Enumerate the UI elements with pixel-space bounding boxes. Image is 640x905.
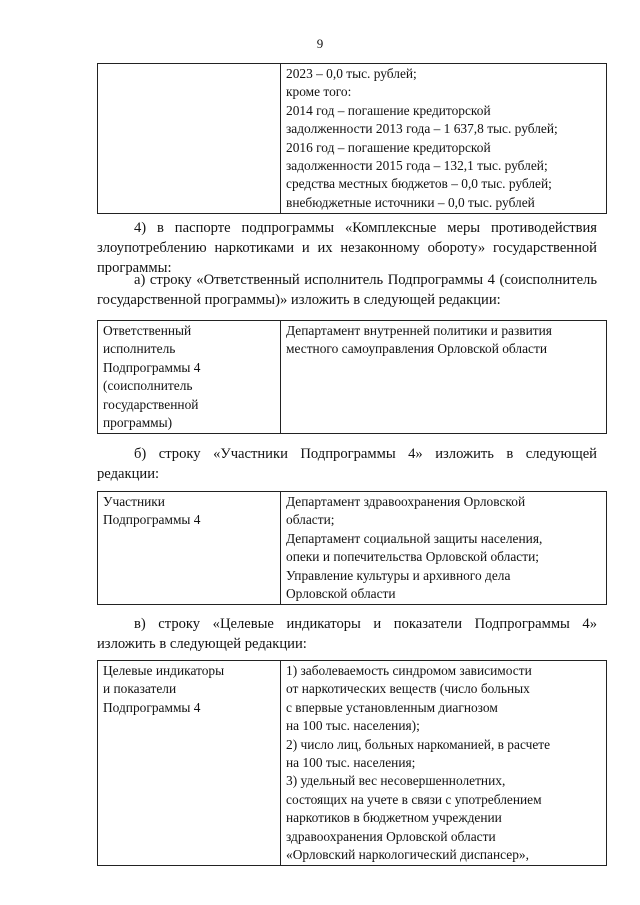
participants-table (97, 491, 607, 605)
paragraph-line: государственной программы)» изложить в следующей редакции: (97, 292, 501, 309)
cell-line: Департамент социальной защиты населения, (286, 530, 543, 546)
cell-line: Орловской области (286, 586, 396, 602)
cell-line: на 100 тыс. населения; (286, 755, 416, 771)
cell-line: 3) удельный вес несовершеннолетних, (286, 773, 506, 789)
cell-line: 2) число лиц, больных наркоманией, в расчете (286, 736, 551, 752)
cell-line: состоящих на учете в связи с употреблением (286, 791, 542, 807)
responsible-executor-value-cell (281, 321, 607, 434)
cell-line: наркотиков в бюджетном учреждении (286, 810, 502, 826)
cell-line: Департамент здравоохранения Орловской (286, 494, 526, 509)
cell-line: с впервые установленным диагнозом (286, 699, 498, 715)
paragraph-line: программы: (97, 260, 172, 277)
cell-line: Управление культуры и архивного дела (286, 567, 511, 583)
cell-line: государственной (103, 396, 199, 412)
cell-line: и показатели (103, 681, 177, 697)
paragraph-v (97, 614, 597, 654)
funding-line: средства местных бюджетов – 0,0 тыс. рублей; (286, 176, 552, 192)
cell-line: Подпрограммы 4 (103, 699, 201, 715)
responsible-executor-table (97, 320, 607, 434)
funding-table-right-cell (281, 64, 607, 214)
participants-label-cell (98, 492, 281, 605)
paragraph-line: 4) в паспорте подпрограммы «Комплексные меры противодействия (134, 220, 597, 236)
paragraph-a (97, 270, 597, 310)
cell-line: области; (286, 512, 335, 528)
responsible-executor-label-cell (98, 321, 281, 434)
funding-line: 2023 – 0,0 тыс. рублей; (286, 66, 417, 81)
funding-line: внебюджетные источники – 0,0 тыс. рублей (286, 194, 535, 210)
paragraph-line: б) строку «Участники Подпрограммы 4» изложить в следующей (134, 446, 597, 462)
cell-line: на 100 тыс. населения); (286, 718, 420, 734)
paragraph-line: изложить в следующей редакции: (97, 636, 307, 653)
cell-line: 1) заболеваемость синдромом зависимости (286, 663, 532, 678)
cell-line: Подпрограммы 4 (103, 512, 201, 528)
funding-line: кроме того: (286, 84, 352, 100)
paragraph-line: злоупотреблению наркотиками и их незаконному обороту» государственной (97, 240, 597, 257)
cell-line: местного самоуправления Орловской области (286, 341, 547, 357)
cell-line: «Орловский наркологический диспансер», (286, 847, 529, 863)
funding-table-left-cell (98, 64, 281, 214)
funding-line: задолженности 2013 года – 1 637,8 тыс. рублей; (286, 121, 558, 137)
cell-line: Подпрограммы 4 (103, 359, 201, 375)
funding-table-continuation (97, 63, 607, 214)
paragraph-b (97, 444, 597, 484)
paragraph-line: а) строку «Ответственный исполнитель Подпрограммы 4 (соисполнитель (134, 272, 597, 288)
cell-line: опеки и попечительства Орловской области; (286, 549, 539, 565)
cell-line: Участники (103, 494, 165, 509)
cell-line: здравоохранения Орловской области (286, 828, 496, 844)
cell-line: Департамент внутренней политики и развития (286, 323, 552, 338)
cell-line: от наркотических веществ (число больных (286, 681, 530, 697)
participants-value-cell (281, 492, 607, 605)
paragraph-line: в) строку «Целевые индикаторы и показатели Подпрограммы 4» (134, 616, 597, 632)
cell-line: Целевые индикаторы (103, 663, 225, 678)
cell-line: (соисполнитель (103, 378, 193, 394)
funding-line: 2016 год – погашение кредиторской (286, 139, 491, 155)
funding-line: задолженности 2015 года – 132,1 тыс. рублей; (286, 158, 548, 174)
page-number: 9 (316, 36, 324, 51)
target-indicators-table (97, 660, 607, 866)
cell-line: исполнитель (103, 341, 176, 357)
target-indicators-value-cell (281, 661, 607, 866)
cell-line: Ответственный (103, 323, 192, 338)
target-indicators-label-cell (98, 661, 281, 866)
cell-line: программы) (103, 415, 173, 431)
paragraph-line: редакции: (97, 466, 160, 483)
funding-line: 2014 год – погашение кредиторской (286, 102, 491, 118)
